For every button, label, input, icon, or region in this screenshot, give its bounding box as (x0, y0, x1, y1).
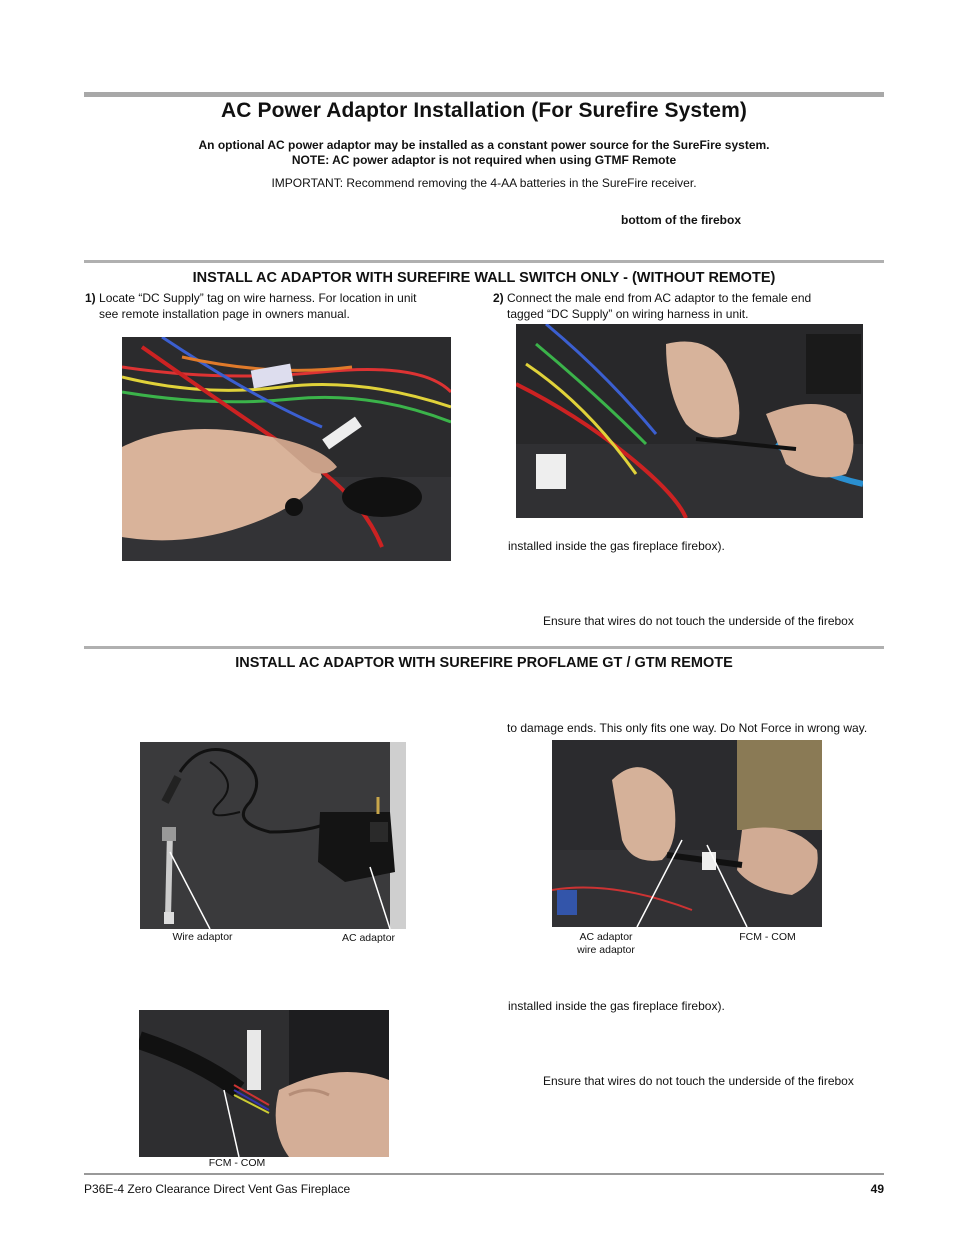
page-title: AC Power Adaptor Installation (For Surefire System) (221, 99, 747, 122)
section1-fragment-ensure: Ensure that wires do not touch the underside of the firebox (543, 614, 854, 628)
photo-fcm-com-closeup (139, 1010, 389, 1157)
intro-line-1: An optional AC power adaptor may be installed as a constant power source for the SureFire system. (198, 138, 770, 152)
photo-wire-harness-dc-supply (122, 337, 451, 561)
intro-note: NOTE: AC power adaptor is not required when using GTMF Remote (291, 153, 677, 167)
section1-divider (84, 260, 884, 263)
caption-fcm-com: FCM - COM (739, 931, 796, 943)
caption-ac-adaptor: AC adaptor (341, 932, 396, 944)
caption-fcm-com-bottom: FCM - COM (208, 1157, 266, 1168)
step-2-text-line2: tagged “DC Supply” on wiring harness in unit. (507, 306, 749, 321)
page-number: 49 (870, 1182, 884, 1196)
step-1 (85, 291, 465, 322)
caption-ac-adaptor-wire-adaptor (562, 931, 650, 957)
caption-ac-adaptor-line1: AC adaptor (579, 931, 633, 943)
section2-fragment-installed: installed inside the gas fireplace firebox). (508, 999, 725, 1013)
footer-divider (84, 1173, 884, 1175)
top-divider (84, 92, 884, 97)
step-1-text-line2: see remote installation page in owners manual. (99, 306, 350, 321)
fragment-bottom-firebox: bottom of the firebox (621, 213, 741, 227)
section1-heading: INSTALL AC ADAPTOR WITH SUREFIRE WALL SWITCH ONLY - (WITHOUT REMOTE) (192, 270, 776, 286)
step-2-number: 2) (493, 291, 504, 305)
section2-fragment-damage: to damage ends. This only fits one way. Do Not Force in wrong way. (507, 721, 868, 735)
step-2-text-line1: Connect the male end from AC adaptor to the female end (507, 291, 812, 305)
caption-wire-adaptor: Wire adaptor (172, 931, 233, 943)
photo-connect-fcm-com (552, 740, 822, 927)
footer-document-title: P36E-4 Zero Clearance Direct Vent Gas Fireplace (84, 1182, 351, 1196)
section2-heading: INSTALL AC ADAPTOR WITH SUREFIRE PROFLAME GT / GTM REMOTE (235, 655, 733, 671)
important-note: IMPORTANT: Recommend removing the 4-AA batteries in the SureFire receiver. (271, 176, 697, 190)
caption-wire-adaptor-line2: wire adaptor (577, 944, 635, 956)
photo-wire-adaptor-and-ac-adaptor (140, 742, 406, 929)
step-1-number: 1) (85, 291, 96, 305)
step-1-text-line1: Locate “DC Supply” tag on wire harness. For location in unit (99, 291, 417, 305)
section2-divider (84, 646, 884, 649)
section2-fragment-ensure: Ensure that wires do not touch the underside of the firebox (543, 1074, 854, 1088)
section1-fragment-installed: installed inside the gas fireplace firebox). (508, 539, 725, 553)
photo-connect-ac-adaptor (516, 324, 863, 518)
step-2 (493, 291, 873, 322)
